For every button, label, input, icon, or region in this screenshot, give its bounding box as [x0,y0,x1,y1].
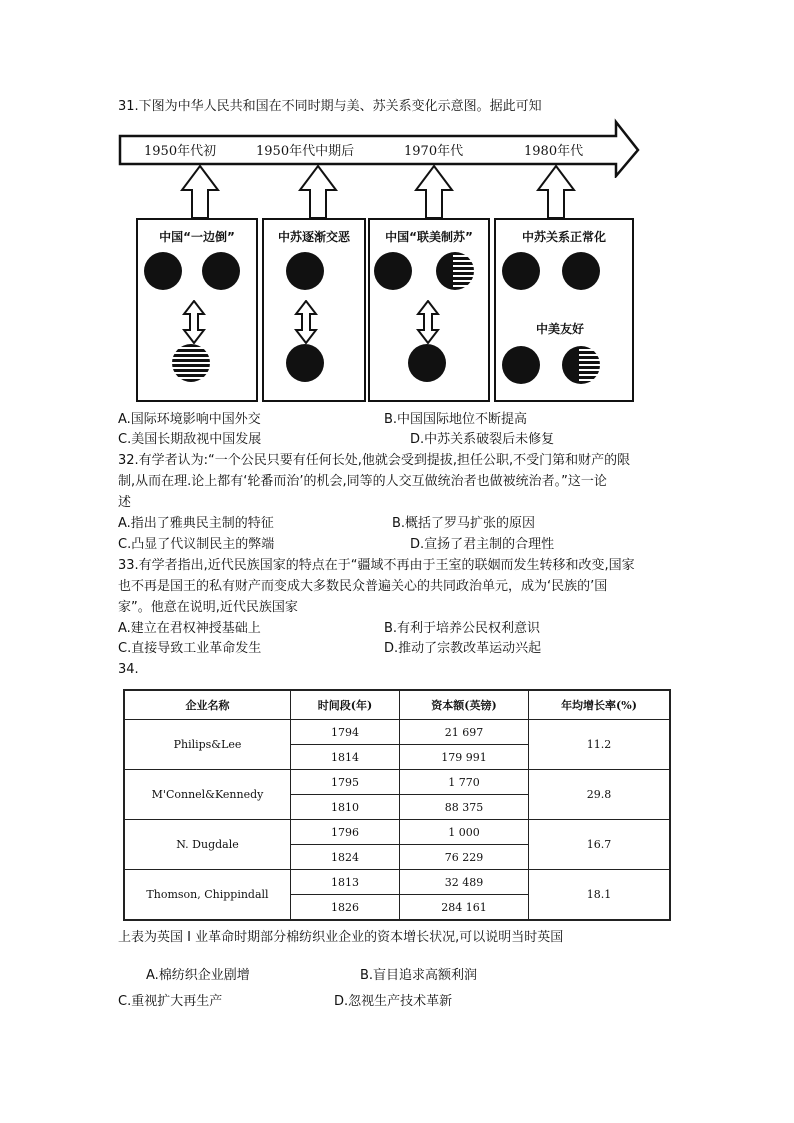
era-label: 1980年代 [524,144,584,159]
q33-stem-line: 也不再是国王的私有财产而变成大多数民众普遍关心的共同政治单元，成为‘民族的’国 [118,579,608,594]
capital-cell: 88 375 [400,795,529,820]
q34-stem: 上表为英国 I 业革命时期部分棉纺织业企业的资本增长状况,可以说明当时英国 [118,930,564,945]
q32-stem-line: 述 [118,495,132,510]
q31-stem: 31.下图为中华人民共和国在不同时期与美、苏关系变化示意图。据此可知 [118,99,542,114]
era-label: 1950年代中期后 [256,144,355,159]
q32-stem-line: 32.有学者认为:“一个公民只要有任何长处,他就会受到提拔,担任公职,不受门第和财产的限 [118,453,631,468]
table-row [124,720,670,745]
q32-stem-line: 制,从而在理.论上都有‘轮番而治’的机会,同等的人交互做统治者也做被统治者。”这一论 [118,474,607,489]
year-cell: 1824 [291,845,400,870]
q33-option-c: C.直接导致工业革命发生 [118,641,262,656]
col-header: 企业名称 [124,690,291,720]
q33-stem-line: 33.有学者指出,近代民族国家的特点在于“疆域不再由于王室的联姻而发生转移和改变,国家 [118,558,635,573]
panel-1980s [494,218,634,402]
q32-option-b: B.概括了罗马扩张的原因 [392,516,536,531]
panel-title: 中苏逐渐交恶 [277,230,350,244]
rate-cell: 18.1 [529,870,671,921]
capital-cell: 1 770 [400,770,529,795]
q31-option-b: B.中国国际地位不断提高 [384,412,528,427]
year-cell: 1794 [291,720,400,745]
q33-option-b: B.有利于培养公民权利意识 [384,621,541,636]
rate-cell: 29.8 [529,770,671,820]
year-cell: 1795 [291,770,400,795]
year-cell: 1796 [291,820,400,845]
up-arrow-icon [298,164,338,220]
q32-option-a: A.指出了雅典民主制的特征 [118,516,274,531]
china-circle [286,252,324,290]
q31-option-a: A.国际环境影响中国外交 [118,412,261,427]
rate-cell: 11.2 [529,720,671,770]
ussr-circle [408,344,446,382]
panel-subtitle: 中美友好 [536,322,585,336]
capital-cell: 21 697 [400,720,529,745]
company-name: M'Connel&Kennedy [124,770,291,820]
ussr-circle [202,252,240,290]
usa-circle [436,252,474,290]
double-arrow-icon [182,300,206,344]
era-label: 1950年代初 [144,144,217,159]
q33-option-d: D.推动了宗教改革运动兴起 [384,641,542,656]
table-header-row [124,690,670,720]
panel-1970s [368,218,490,402]
q34-option-d: D.忽视生产技术革新 [334,994,453,1009]
capital-cell: 179 991 [400,745,529,770]
panel-title: 中苏关系正常化 [521,230,606,244]
q34-option-c: C.重视扩大再生产 [118,994,223,1009]
usa-circle [172,344,210,382]
q31-option-d: D.中苏关系破裂后未修复 [410,432,555,447]
panel-1950s-mid [262,218,366,402]
china-circle [502,252,540,290]
capital-growth-table [123,689,671,921]
double-arrow-icon [416,300,440,344]
panel-title: 中国“一边倒” [159,230,235,244]
company-name: Thomson, Chippindall [124,870,291,921]
double-arrow-icon [294,300,318,344]
table-row [124,820,670,845]
rate-cell: 16.7 [529,820,671,870]
company-name: Philips&Lee [124,720,291,770]
col-header: 资本额(英镑) [400,690,529,720]
year-cell: 1813 [291,870,400,895]
year-cell: 1826 [291,895,400,921]
china-circle [502,346,540,384]
table-row [124,870,670,895]
q31-option-c: C.美国长期敌视中国发展 [118,432,262,447]
relations-diagram [118,118,648,408]
ussr-circle [562,252,600,290]
panel-1950s-early [136,218,258,402]
year-cell: 1814 [291,745,400,770]
era-label: 1970年代 [404,144,464,159]
ussr-circle [286,344,324,382]
q33-stem-line: 家”。他意在说明,近代民族国家 [118,600,298,615]
up-arrow-icon [536,164,576,220]
table-row [124,770,670,795]
capital-cell: 32 489 [400,870,529,895]
q34-option-a: A.棉纺织企业剧增 [146,968,250,983]
col-header: 年均增长率(%) [529,690,671,720]
q34-option-b: B.盲目追求高额利润 [360,968,478,983]
panel-title: 中国“联美制苏” [385,230,473,244]
year-cell: 1810 [291,795,400,820]
china-circle [144,252,182,290]
up-arrow-icon [414,164,454,220]
up-arrow-icon [180,164,220,220]
q32-option-d: D.宣扬了君主制的合理性 [410,537,555,552]
capital-cell: 1 000 [400,820,529,845]
china-circle [374,252,412,290]
capital-cell: 76 229 [400,845,529,870]
usa-circle [562,346,600,384]
q33-option-a: A.建立在君权神授基础上 [118,621,261,636]
company-name: N. Dugdale [124,820,291,870]
col-header: 时间段(年) [291,690,400,720]
q32-option-c: C.凸显了代议制民主的弊端 [118,537,275,552]
capital-cell: 284 161 [400,895,529,921]
q34-number: 34. [118,662,139,677]
